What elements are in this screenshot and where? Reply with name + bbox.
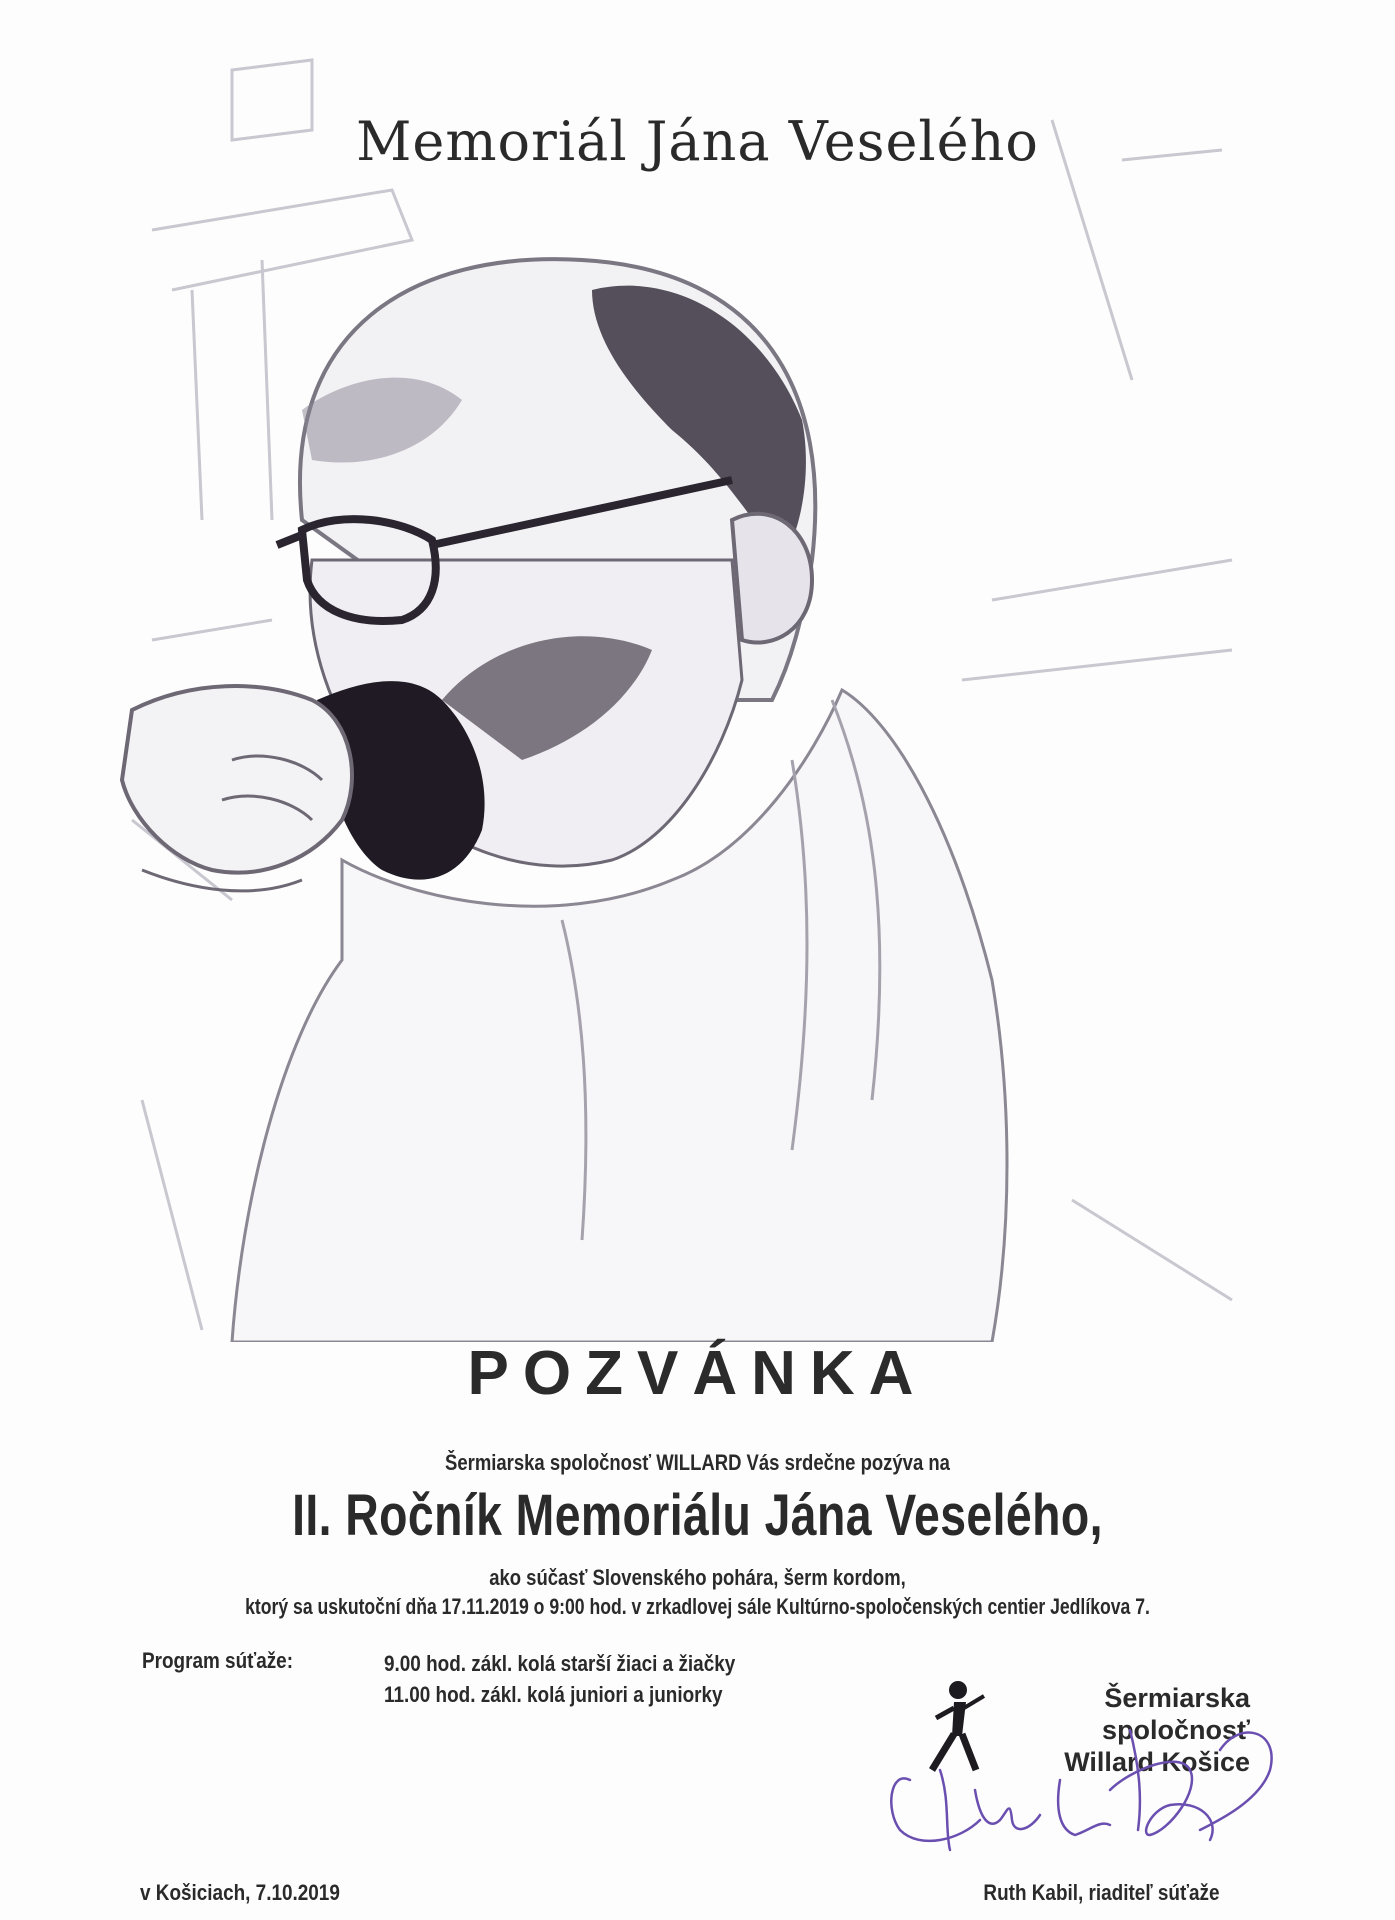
program-item: 9.00 hod. zákl. kolá starší žiaci a žiačky [384, 1651, 736, 1676]
signature [880, 1710, 1300, 1870]
invitation-heading: POZVÁNKA [467, 1339, 928, 1408]
organization-line-2: spoločnosť [1102, 1715, 1250, 1745]
portrait-illustration [112, 0, 1252, 1342]
memorial-title: Memoriál Jána Veselého [356, 110, 1039, 173]
event-detail-1: ako súčasť Slovenského pohára, šerm kordom, [489, 1565, 906, 1590]
organization-line-1: Šermiarska [1104, 1683, 1250, 1713]
invitation-intro: Šermiarska spoločnosť WILLARD Vás srdečne pozýva na [445, 1450, 950, 1475]
organization-line-3: Willard Košice [1064, 1747, 1250, 1777]
program-list [384, 1648, 792, 1710]
event-title: II. Ročník Memoriálu Jána Veselého, [292, 1483, 1103, 1548]
place-date: v Košiciach, 7.10.2019 [140, 1880, 340, 1905]
program-item: 11.00 hod. zákl. kolá juniori a juniorky [384, 1682, 723, 1707]
signatory: Ruth Kabil, riaditeľ súťaže [983, 1880, 1220, 1905]
event-detail-2: ktorý sa uskutoční dňa 17.11.2019 o 9:00 hod. v zrkadlovej sále Kultúrno-spoločenských centier Jedlíkova 7. [245, 1594, 1150, 1619]
program-label: Program súťaže: [142, 1648, 294, 1673]
